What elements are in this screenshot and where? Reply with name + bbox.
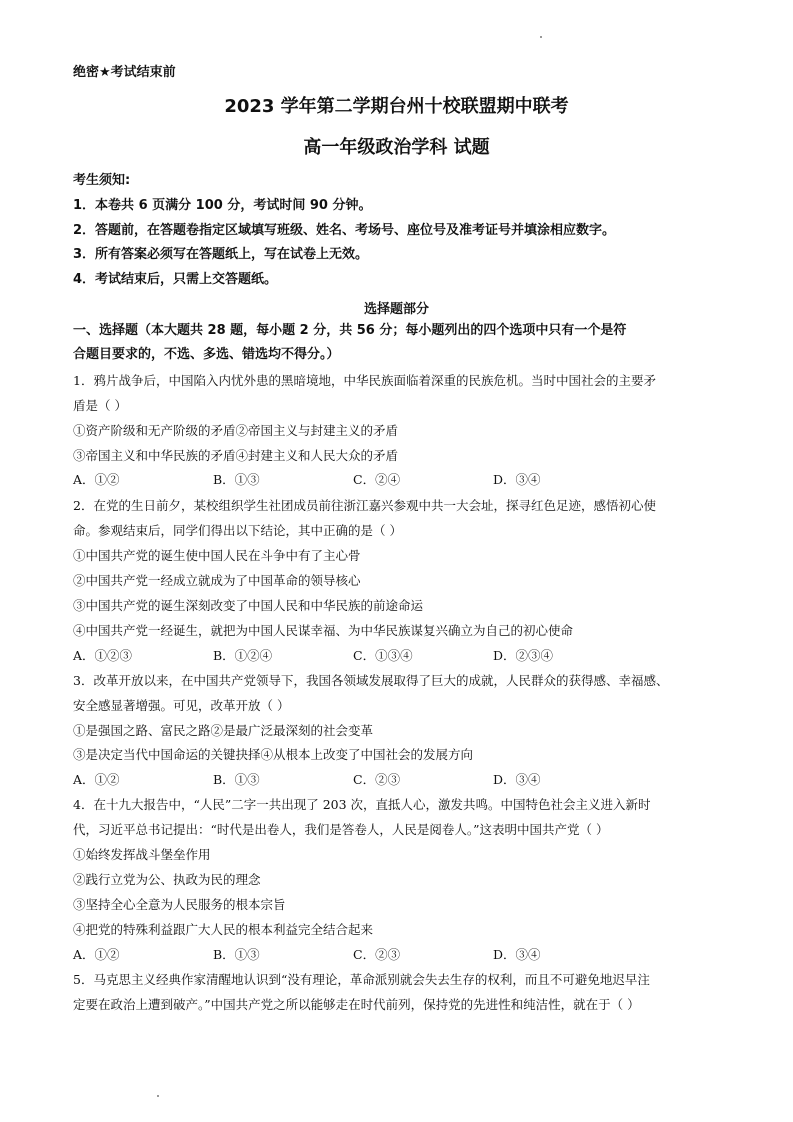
scan-dot bbox=[157, 1095, 159, 1097]
question-3-statement: ③是决定当代中国命运的关键抉择④从根本上改变了中国社会的发展方向 bbox=[73, 747, 474, 762]
question-1-statement: ①资产阶级和无产阶级的矛盾②帝国主义与封建主义的矛盾 bbox=[73, 423, 399, 438]
option-d[interactable]: D．③④ bbox=[493, 772, 541, 787]
question-1-statement: ③帝国主义和中华民族的矛盾④封建主义和人民大众的矛盾 bbox=[73, 448, 399, 463]
question-5-stem: 定要在政治上遭到破产。”中国共产党之所以能够走在时代前列，保持党的先进性和纯洁性，就在于（ ） bbox=[73, 997, 640, 1012]
section-title: 选择题部分 bbox=[363, 302, 429, 317]
notice-item: 3．所有答案必须写在答题纸上，写在试卷上无效。 bbox=[73, 247, 369, 262]
scan-dot bbox=[540, 36, 542, 38]
option-a[interactable]: A．①② bbox=[73, 472, 120, 487]
option-d[interactable]: D．②③④ bbox=[493, 648, 554, 663]
option-a[interactable]: A．①② bbox=[73, 947, 120, 962]
question-2-statement: ①中国共产党的诞生使中国人民在斗争中有了主心骨 bbox=[73, 548, 361, 563]
question-4-stem: 4．在十九大报告中，“人民”二字一共出现了 203 次，直抵人心，激发共鸣。中国特色社会主义进入新时 bbox=[73, 797, 651, 812]
option-b[interactable]: B．①③ bbox=[213, 472, 260, 487]
question-1-stem: 1．鸦片战争后，中国陷入内忧外患的黑暗境地，中华民族面临着深重的民族危机。当时中国社会的主要矛 bbox=[73, 373, 656, 388]
question-4-stem: 代，习近平总书记提出：“时代是出卷人，我们是答卷人，人民是阅卷人。”这表明中国共产党（ ） bbox=[73, 822, 609, 837]
option-d[interactable]: D．③④ bbox=[493, 472, 541, 487]
question-4-statement: ③坚持全心全意为人民服务的根本宗旨 bbox=[73, 897, 286, 912]
option-d[interactable]: D．③④ bbox=[493, 947, 541, 962]
question-2-statement: ③中国共产党的诞生深刻改变了中国人民和中华民族的前途命运 bbox=[73, 598, 424, 613]
question-4-statement: ④把党的特殊利益跟广大人民的根本利益完全结合起来 bbox=[73, 922, 374, 937]
option-a[interactable]: A．①②③ bbox=[73, 648, 133, 663]
question-4-statement: ②践行立党为公、执政为民的理念 bbox=[73, 872, 261, 887]
section-instruction: 合题目要求的，不选、多选、错选均不得分。） bbox=[73, 347, 340, 362]
secret-label: 绝密★考试结束前 bbox=[73, 65, 176, 80]
question-2-stem: 命。参观结束后，同学们得出以下结论，其中正确的是（ ） bbox=[73, 523, 402, 538]
question-1-options bbox=[73, 471, 733, 489]
question-2-statement: ④中国共产党一经诞生，就把为中国人民谋幸福、为中华民族谋复兴确立为自己的初心使命 bbox=[73, 623, 574, 638]
notice-item: 2．答题前，在答题卷指定区域填写班级、姓名、考场号、座位号及准考证号并填涂相应数字。 bbox=[73, 223, 616, 238]
question-4-options bbox=[73, 946, 733, 964]
option-c[interactable]: C．②④ bbox=[353, 472, 401, 487]
section-instruction: 一、选择题（本大题共 28 题，每小题 2 分，共 56 分；每小题列出的四个选项中只有一个是符 bbox=[73, 323, 627, 338]
notice-item: 1．本卷共 6 页满分 100 分，考试时间 90 分钟。 bbox=[73, 198, 372, 213]
question-4-statement: ①始终发挥战斗堡垒作用 bbox=[73, 847, 211, 862]
option-b[interactable]: B．①②④ bbox=[213, 648, 273, 663]
notice-item: 4．考试结束后，只需上交答题纸。 bbox=[73, 272, 278, 287]
question-1-stem: 盾是（ ） bbox=[73, 398, 127, 413]
question-3-stem: 安全感显著增强。可见，改革开放（ ） bbox=[73, 698, 290, 713]
exam-subtitle: 高一年级政治学科 试题 bbox=[303, 137, 490, 158]
option-a[interactable]: A．①② bbox=[73, 772, 120, 787]
option-b[interactable]: B．①③ bbox=[213, 947, 260, 962]
exam-title: 2023 学年第二学期台州十校联盟期中联考 bbox=[224, 96, 569, 117]
option-c[interactable]: C．②③ bbox=[353, 947, 401, 962]
option-c[interactable]: C．②③ bbox=[353, 772, 401, 787]
question-3-statement: ①是强国之路、富民之路②是最广泛最深刻的社会变革 bbox=[73, 723, 374, 738]
question-2-options bbox=[73, 647, 733, 665]
question-2-statement: ②中国共产党一经成立就成为了中国革命的领导核心 bbox=[73, 573, 361, 588]
question-5-stem: 5．马克思主义经典作家清醒地认识到“没有理论，革命派别就会失去生存的权利，而且不可避免地迟早注 bbox=[73, 972, 650, 987]
option-c[interactable]: C．①③④ bbox=[353, 648, 413, 663]
notice-heading: 考生须知: bbox=[73, 173, 131, 188]
question-3-options bbox=[73, 771, 733, 789]
question-3-stem: 3．改革开放以来，在中国共产党领导下，我国各领域发展取得了巨大的成就，人民群众的获得感、幸福感、 bbox=[73, 673, 669, 688]
question-2-stem: 2．在党的生日前夕，某校组织学生社团成员前往浙江嘉兴参观中共一大会址，探寻红色足迹，感悟初心使 bbox=[73, 498, 656, 513]
option-b[interactable]: B．①③ bbox=[213, 772, 260, 787]
